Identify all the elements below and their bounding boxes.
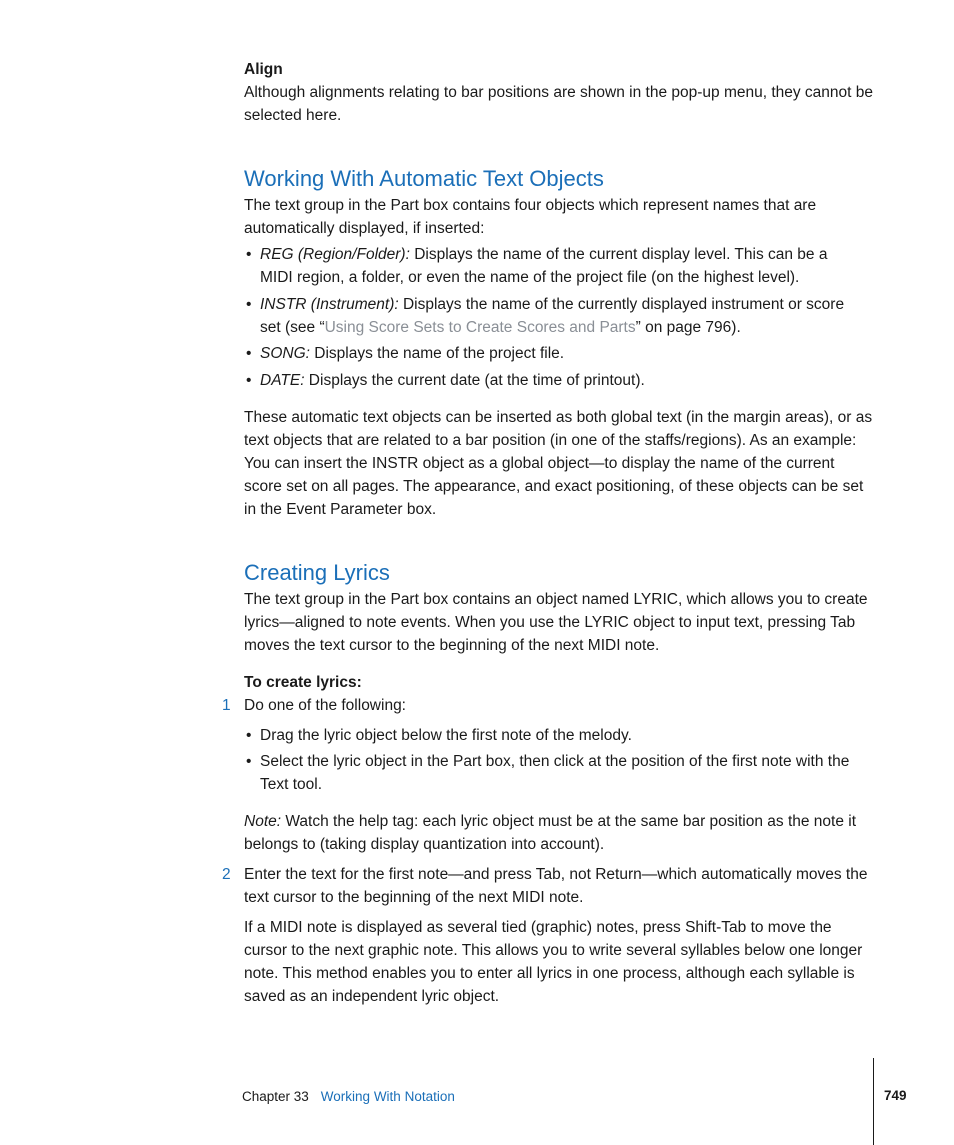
note-paragraph	[244, 810, 874, 856]
list-item-term: SONG:	[260, 345, 310, 362]
list-item	[244, 243, 864, 289]
bullet-icon: •	[246, 246, 252, 263]
bullet-icon: •	[246, 296, 252, 313]
section2-intro: The text group in the Part box contains an object named LYRIC, which allows you to create lyrics—aligned to note events. When you use the LYRIC object to input text, pressing Tab moves the text cursor to the beginning of the next MIDI note.	[244, 591, 868, 654]
cross-reference-link[interactable]: Using Score Sets to Create Scores and Parts	[324, 319, 636, 336]
list-item-text: Displays the name of the current display level. This can be a MIDI region, a folder, or even the name of the project file (on the highest level).	[260, 246, 828, 286]
list-item	[244, 369, 864, 392]
list-item	[244, 724, 864, 747]
closing-paragraph: If a MIDI note is displayed as several tied (graphic) notes, press Shift-Tab to move the cursor to the next graphic note. This allows you to write several syllables below one longer note. This method enables you to enter all lyrics in one process, although each syllable is saved as an independent lyric object.	[244, 919, 863, 1005]
step-number: 2	[222, 866, 231, 883]
page-number: 749	[884, 1088, 907, 1103]
bullet-icon: •	[246, 345, 252, 362]
list-item-term: REG (Region/Folder):	[260, 246, 410, 263]
task-heading: To create lyrics:	[244, 674, 362, 691]
list-item-text: Displays the name of the currently displayed instrument or score set (see “	[260, 296, 845, 336]
list-item-text: Displays the name of the project file.	[309, 345, 565, 362]
step-number: 1	[222, 697, 231, 714]
footer-divider	[873, 1058, 874, 1145]
list-item-text: Drag the lyric object below the first note of the melody.	[260, 727, 632, 744]
section1-intro: The text group in the Part box contains four objects which represent names that are automatically displayed, if inserted:	[244, 197, 817, 237]
note-text: Watch the help tag: each lyric object must be at the same bar position as the note it belongs to (taking display quantization into account).	[244, 813, 857, 853]
list-item-text: Select the lyric object in the Part box, then click at the position of the first note with the Text tool.	[260, 753, 850, 793]
list-item-term: DATE:	[260, 372, 305, 389]
list-item-text: ” on page 796).	[635, 319, 741, 336]
list-item	[244, 750, 864, 796]
align-body: Although alignments relating to bar positions are shown in the pop-up menu, they cannot be selected here.	[244, 84, 874, 124]
step-text: Do one of the following:	[244, 697, 406, 714]
align-heading: Align	[244, 61, 283, 78]
note-label: Note:	[244, 813, 282, 830]
section-heading-creating-lyrics: Creating Lyrics	[244, 560, 390, 585]
step-text: Enter the text for the first note—and press Tab, not Return—which automatically moves the text cursor to the beginning of the next MIDI note.	[244, 866, 868, 906]
list-item	[244, 342, 864, 365]
footer-chapter: Chapter 33	[242, 1089, 309, 1104]
page-footer	[242, 1088, 455, 1106]
section-heading-automatic-text: Working With Automatic Text Objects	[244, 166, 604, 191]
bullet-icon: •	[246, 727, 252, 744]
bullet-icon: •	[246, 753, 252, 770]
bullet-icon: •	[246, 372, 252, 389]
section1-outro: These automatic text objects can be inserted as both global text (in the margin areas), or as text objects that are related to a bar position (in one of the staffs/regions). As an example: You can insert the INSTR object as a global object—to display the name of the current score set on all pages. The appearance, and exact positioning, of these objects can be set in the Event Parameter box.	[244, 409, 873, 518]
list-item-text: Displays the current date (at the time of printout).	[304, 372, 645, 389]
list-item-term: INSTR (Instrument):	[260, 296, 399, 313]
list-item	[244, 293, 864, 339]
footer-chapter-title-link[interactable]: Working With Notation	[320, 1089, 455, 1104]
